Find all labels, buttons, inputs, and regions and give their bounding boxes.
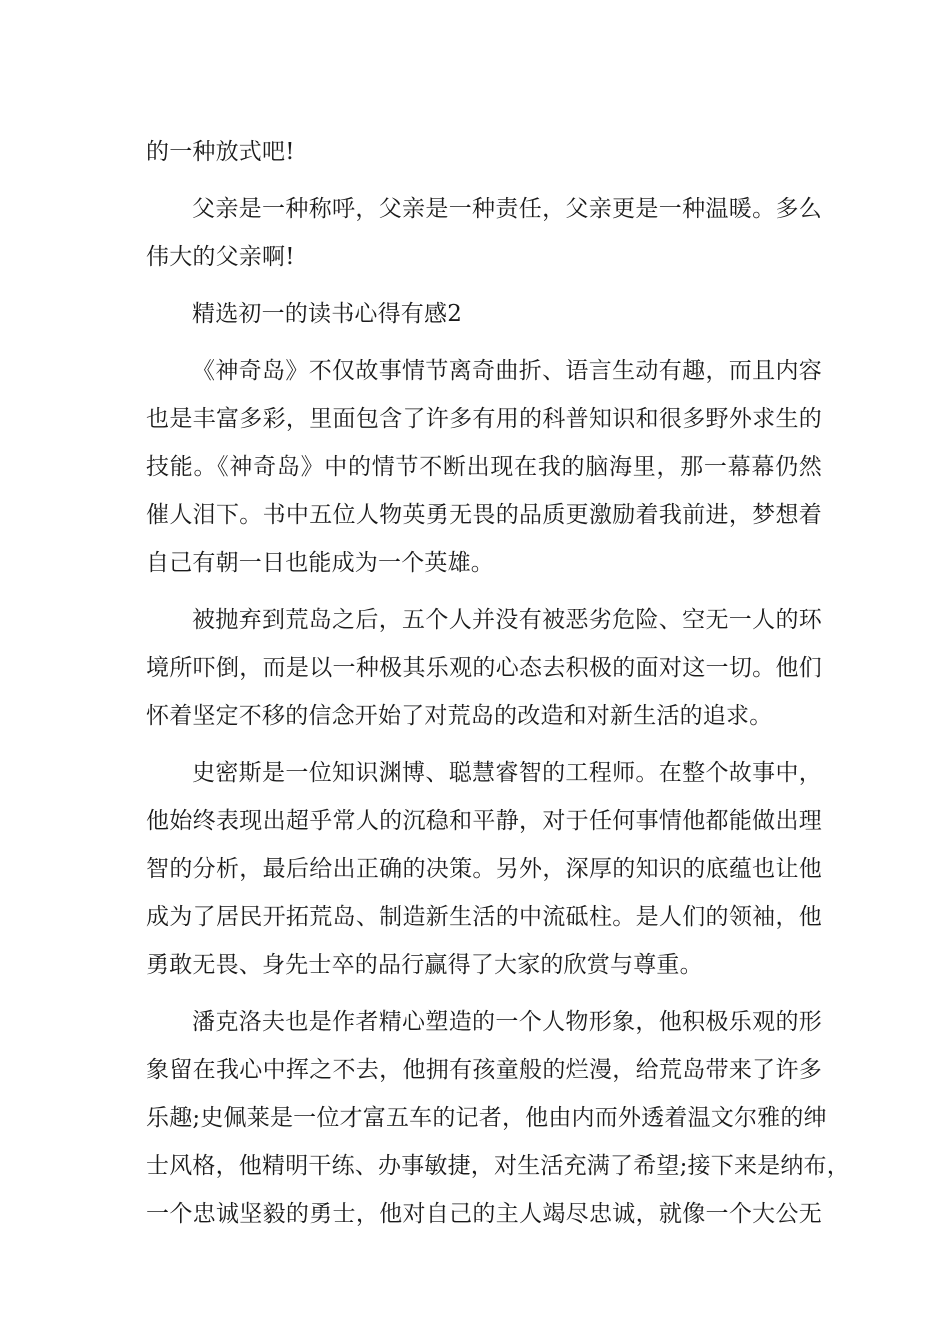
text-line: 象留在我心中挥之不去，他拥有孩童般的烂漫，给荒岛带来了许多 bbox=[146, 1057, 822, 1083]
text-line: 勇敢无畏、身先士卒的品行赢得了大家的欣赏与尊重。 bbox=[146, 952, 703, 978]
text-line: 一个忠诚坚毅的勇士，他对自己的主人竭尽忠诚，就像一个大公无 bbox=[146, 1201, 822, 1227]
text-line: 也是丰富多彩，里面包含了许多有用的科普知识和很多野外求生的 bbox=[146, 406, 822, 432]
text-line: 潘克洛夫也是作者精心塑造的一个人物形象，他积极乐观的形 bbox=[192, 1009, 822, 1035]
paragraph-pencroft bbox=[146, 998, 850, 1238]
paragraph-father bbox=[146, 185, 822, 281]
text-line: 催人泪下。书中五位人物英勇无畏的品质更激励着我前进，梦想着 bbox=[146, 502, 822, 528]
paragraph-continuation bbox=[146, 128, 822, 176]
text-line: 史密斯是一位知识渊博、聪慧睿智的工程师。在整个故事中， bbox=[192, 760, 822, 786]
text-line: 成为了居民开拓荒岛、制造新生活的中流砥柱。是人们的领袖，他 bbox=[146, 904, 822, 930]
text-line: 《神奇岛》不仅故事情节离奇曲折、语言生动有趣，而且内容 bbox=[192, 358, 822, 384]
document-page bbox=[146, 128, 850, 1238]
text-line: 乐趣;史佩莱是一位才富五车的记者，他由内而外透着温文尔雅的绅 bbox=[146, 1105, 827, 1131]
text-line: 他始终表现出超乎常人的沉稳和平静，对于任何事情他都能做出理 bbox=[146, 808, 822, 834]
paragraph-island bbox=[146, 596, 822, 740]
text-line: 伟大的父亲啊! bbox=[146, 244, 295, 270]
text-line: 的一种放式吧! bbox=[146, 139, 295, 165]
text-line: 被抛弃到荒岛之后，五个人并没有被恶劣危险、空无一人的环 bbox=[192, 607, 822, 633]
text-line: 怀着坚定不移的信念开始了对荒岛的改造和对新生活的追求。 bbox=[146, 703, 773, 729]
text-line: 智的分析，最后给出正确的决策。另外，深厚的知识的底蕴也让他 bbox=[146, 856, 822, 882]
text-line: 父亲是一种称呼，父亲是一种责任，父亲更是一种温暖。多么 bbox=[192, 196, 822, 222]
text-line: 境所吓倒，而是以一种极其乐观的心态去积极的面对这一切。他们 bbox=[146, 655, 822, 681]
heading-text: 精选初一的读书心得有感2 bbox=[192, 301, 463, 327]
paragraph-book-intro bbox=[146, 347, 822, 587]
text-line: 士风格，他精明干练、办事敏捷，对生活充满了希望;接下来是纳布， bbox=[146, 1153, 850, 1179]
text-line: 技能。《神奇岛》中的情节不断出现在我的脑海里，那一幕幕仍然 bbox=[146, 454, 822, 480]
paragraph-smith bbox=[146, 749, 822, 989]
text-line: 自己有朝一日也能成为一个英雄。 bbox=[146, 550, 494, 576]
section-heading bbox=[146, 290, 822, 338]
